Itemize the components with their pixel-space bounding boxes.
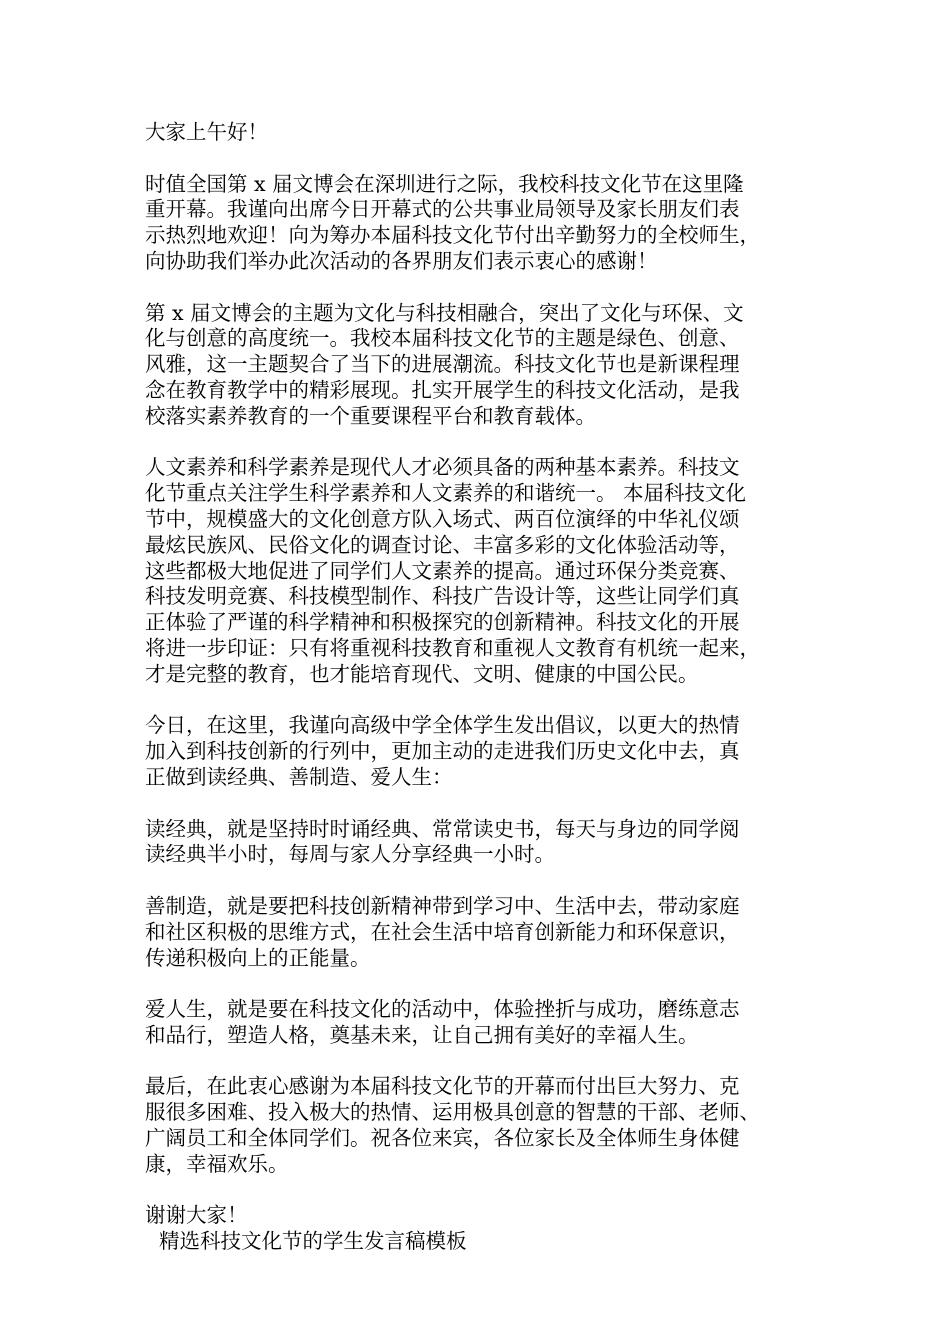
paragraph-gap [145,1049,825,1075]
footer-title: 精选科技文化节的学生发言稿模板 [159,1229,467,1254]
greeting: 大家上午好！ [145,120,268,144]
paragraph-gap [145,791,825,817]
document-body [145,120,825,1255]
paragraph-good-making: 善制造，就是要把科技创新精神带到学习中、生活中去，带动家庭 和社区积极的思维方式，在社会生活中培育创新能力和环保意识， 传递积极向上的正能量。 [145,893,740,970]
paragraph-read-classics: 读经典，就是坚持时时诵经典、常常读史书，每天与身边的同学阅 读经典半小时，每周与家人分享经典一小时。 [145,816,740,867]
paragraph-gap [145,688,825,714]
paragraph-gap [145,971,825,997]
paragraph-opening: 时值全国第 x 届文博会在深圳进行之际，我校科技文化节在这里隆 重开幕。我谨向出席今日开幕式的公共事业局领导及家长朋友们表 示热烈地欢迎！向为筹办本届科技文化节付出辛勤努力的全校师生， 向协助我们举办此次活动的各界朋友们表示衷心的感谢！ [145,171,760,273]
paragraph-gap [145,1178,825,1204]
paragraph-gap [145,275,825,301]
paragraph-gap [145,868,825,894]
paragraph-proposal: 今日，在这里，我谨向高级中学全体学生发出倡议，以更大的热情 加入到科技创新的行列中，更加主动的走进我们历史文化中去，真 正做到读经典、善制造、爱人生： [145,713,740,789]
paragraph-theme: 第 x 届文博会的主题为文化与科技相融合，突出了文化与环保、文 化与创意的高度统一。我校本届科技文化节的主题是绿色、创意、 风雅，这一主题契合了当下的进展潮流。科技文化节也是新课程理 念在教育教学中的精彩展现。扎实开展学生的科技文化活动，是我 校落实素养教育的一个重要课程平台和教育载体。 [145,300,744,428]
paragraph-gap [145,430,825,456]
paragraph-literacy: 人文素养和科学素养是现代人才必须具备的两种基本素养。科技文 化节重点关注学生科学素养和人文素养的和谐统一。 本届科技文化 节中，规模盛大的文化创意方队入场式、两百位演绎的中华礼仪颂 最炫民族风、民俗文化的调查讨论、丰富多彩的文化体验活动等， 这些都极大地促进了同学们人文素养的提高。通过环保分类竞赛、 科技发明竞赛、科技模型制作、科技广告设计等，这些让同学们真 正体验了严谨的科学精神和积极探究的创新精神。科技文化的开展 将进一步印证：只有将重视科技教育和重视人文教育有机统一起来， 才是完整的教育，也才能培育现代、文明、健康的中国公民。 [145,455,760,686]
closing-line: 谢谢大家！ [145,1203,248,1228]
paragraph-thanks: 最后，在此衷心感谢为本届科技文化节的开幕而付出巨大努力、克 服很多困难、投入极大的热情、运用极具创意的智慧的干部、老师、 广阔员工和全体同学们。祝各位来宾，各位家长及全体师生身体健 康，幸福欢乐。 [145,1074,760,1176]
paragraph-gap [145,146,825,172]
paragraph-love-life: 爱人生，就是要在科技文化的活动中，体验挫折与成功，磨练意志 和品行，塑造人格，奠基未来，让自己拥有美好的幸福人生。 [145,997,740,1047]
